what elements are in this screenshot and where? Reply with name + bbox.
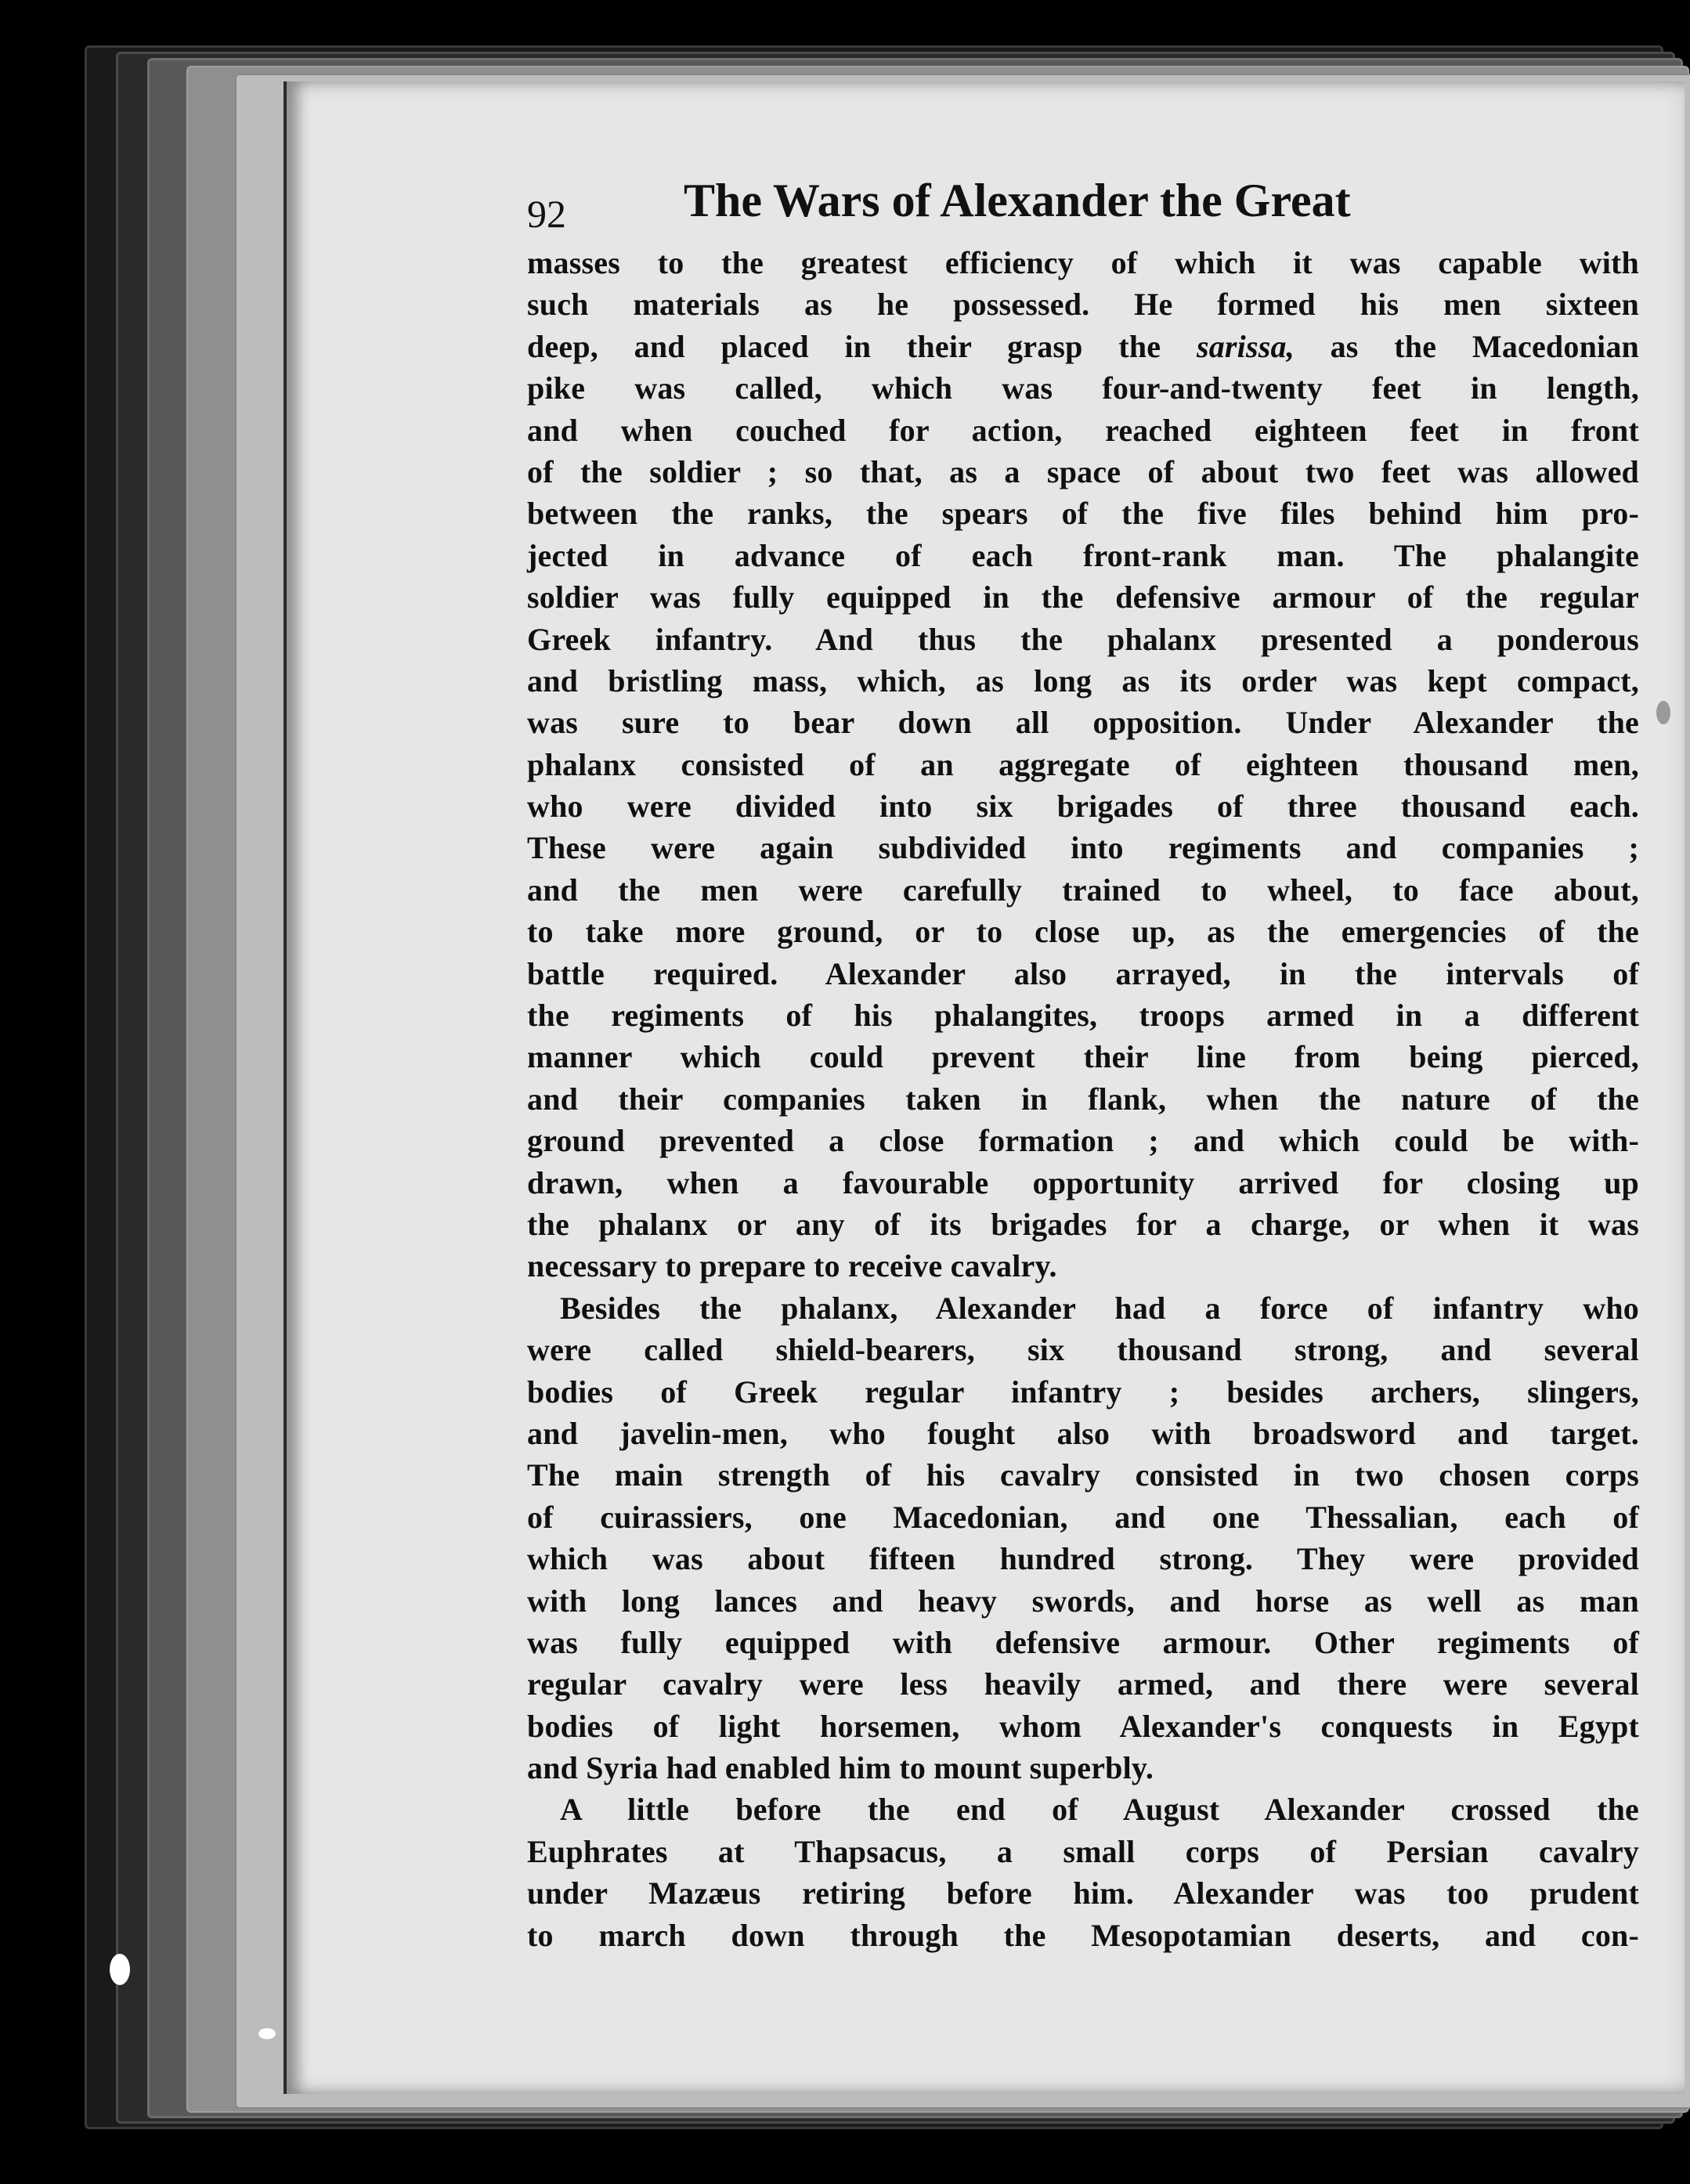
- text-line: soldier was fully equipped in the defensive armour of the regular: [527, 579, 1639, 615]
- text-line: and javelin-men, who fought also with broadsword and target.: [527, 1415, 1639, 1451]
- text-line: which was about fifteen hundred strong. They were provided: [527, 1541, 1639, 1577]
- text-line: Greek infantry. And thus the phalanx presented a ponderous: [527, 621, 1639, 657]
- page-number: 92: [527, 192, 566, 236]
- text-line: and the men were carefully trained to wheel, to face about,: [527, 872, 1639, 908]
- text-line: was fully equipped with defensive armour. Other regiments of: [527, 1624, 1639, 1660]
- italic-term: sarissa,: [1196, 328, 1295, 364]
- text-line: and bristling mass, which, as long as its order was kept compact,: [527, 662, 1639, 699]
- running-head: [527, 174, 1639, 244]
- text-line-with-italic: [527, 326, 1639, 367]
- text-line: Euphrates at Thapsacus, a small corps of Persian cavalry: [527, 1833, 1639, 1869]
- text-line: of cuirassiers, one Macedonian, and one Thessalian, each of: [527, 1499, 1639, 1535]
- paragraph-1: [527, 242, 1639, 1287]
- text-line: Besides the phalanx, Alexander had a force of infantry who: [560, 1290, 1639, 1326]
- text-line: such materials as he possessed. He formed his men sixteen: [527, 287, 1639, 323]
- text-line: and when couched for action, reached eighteen feet in front: [527, 412, 1639, 448]
- text-line: was sure to bear down all opposition. Under Alexander the: [527, 705, 1639, 741]
- text-line: battle required. Alexander also arrayed, in the intervals of: [527, 955, 1639, 991]
- text-line: the phalanx or any of its brigades for a charge, or when it was: [527, 1206, 1639, 1242]
- text-line: pike was called, which was four-and-twenty feet in length,: [527, 370, 1639, 406]
- scan-speck: [258, 2028, 276, 2039]
- text-line: bodies of light horsemen, whom Alexander's conquests in Egypt: [527, 1708, 1639, 1744]
- scan-speck: [1656, 701, 1670, 724]
- paragraph-3: [527, 1789, 1639, 1956]
- text-line: masses to the greatest efficiency of which it was capable with: [527, 245, 1639, 280]
- scan-speck: [110, 1954, 130, 1985]
- text-line: were called shield-bearers, six thousand strong, and several: [527, 1332, 1639, 1368]
- text-segment: as the Macedonian: [1330, 328, 1639, 364]
- text-line: The main strength of his cavalry consisted in two chosen corps: [527, 1457, 1639, 1493]
- text-line: These were again subdivided into regiments and companies ;: [527, 830, 1639, 866]
- text-line: ground prevented a close formation ; and which could be with-: [527, 1123, 1639, 1159]
- body-text: [527, 242, 1639, 1956]
- text-line: phalanx consisted of an aggregate of eighteen thousand men,: [527, 746, 1639, 782]
- text-line: with long lances and heavy swords, and horse as well as man: [527, 1583, 1639, 1619]
- text-line: drawn, when a favourable opportunity arrived for closing up: [527, 1164, 1639, 1200]
- text-line: bodies of Greek regular infantry ; besides archers, slingers,: [527, 1374, 1639, 1410]
- running-title: The Wars of Alexander the Great: [684, 175, 1351, 226]
- text-line: who were divided into six brigades of three thousand each.: [527, 789, 1639, 825]
- text-line: under Mazæus retiring before him. Alexander was too prudent: [527, 1875, 1639, 1911]
- text-line: A little before the end of August Alexander crossed the: [560, 1792, 1639, 1828]
- text-line: jected in advance of each front-rank man. The phalangite: [527, 537, 1639, 573]
- text-line: to take more ground, or to close up, as the emergencies of the: [527, 914, 1639, 950]
- text-line: necessary to prepare to receive cavalry.: [527, 1248, 1057, 1284]
- text-line: regular cavalry were less heavily armed, and there were several: [527, 1666, 1639, 1702]
- text-line: manner which could prevent their line from being pierced,: [527, 1039, 1639, 1075]
- book-page: [283, 81, 1685, 2094]
- text-line: of the soldier ; so that, as a space of about two feet was allowed: [527, 453, 1639, 489]
- text-line: and their companies taken in flank, when the nature of the: [527, 1081, 1639, 1117]
- text-line: to march down through the Mesopotamian deserts, and con-: [527, 1917, 1639, 1953]
- text-line: between the ranks, the spears of the five files behind him pro-: [527, 496, 1639, 532]
- text-line: the regiments of his phalangites, troops armed in a different: [527, 998, 1639, 1034]
- paragraph-2: [527, 1287, 1639, 1789]
- text-segment: deep, and placed in their grasp the: [527, 328, 1161, 364]
- text-line: and Syria had enabled him to mount superbly.: [527, 1750, 1154, 1786]
